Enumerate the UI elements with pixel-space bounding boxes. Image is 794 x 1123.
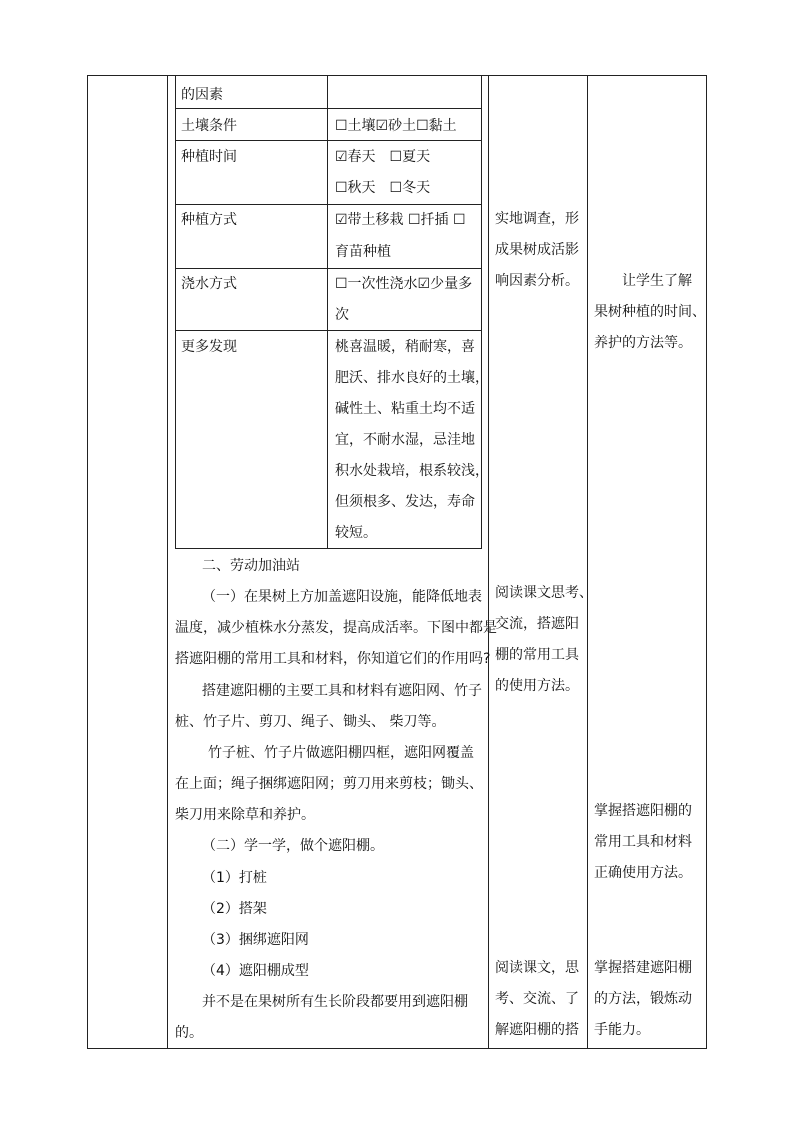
body-line: （一）在果树上方加盖遮阳设施，能降低地表 <box>202 589 482 605</box>
inner-table-row-line <box>175 204 482 205</box>
design-intent-line: 掌握搭建遮阳棚 <box>594 960 692 976</box>
inner-row-value: ☐土壤☑砂土☐黏土 <box>335 118 457 134</box>
inner-table-left-border <box>175 75 176 549</box>
body-line: 柴刀用来除草和养护。 <box>175 807 315 823</box>
design-intent-line: 手能力。 <box>594 1022 650 1038</box>
design-intent-line: 养护的方法等。 <box>594 335 692 351</box>
student-activity-line: 阅读课文思考、 <box>495 585 593 601</box>
inner-row-value: 较短。 <box>335 525 377 541</box>
inner-row-value: 育苗种植 <box>335 244 391 260</box>
inner-row-value: 但须根多、发达，寿命 <box>335 494 475 510</box>
body-line: 桩、竹子片、剪刀、绳子、锄头、 柴刀等。 <box>175 714 446 730</box>
inner-table-row-line <box>175 108 482 109</box>
outer-top-border <box>87 75 706 76</box>
step-item: （3）捆绑遮阳网 <box>202 932 309 948</box>
inner-table-row-line <box>175 268 482 269</box>
inner-row-value: 次 <box>335 307 349 323</box>
inner-row-value: 桃喜温暖，稍耐寒，喜 <box>335 339 475 355</box>
body-line: 在上面；绳子捆绑遮阳网；剪刀用来剪枝；锄头、 <box>175 776 483 792</box>
inner-row-label: 更多发现 <box>181 339 237 355</box>
student-activity-line: 的使用方法。 <box>495 678 579 694</box>
student-activity-line: 实地调查，形 <box>495 211 579 227</box>
design-intent-line: 果树种植的时间、 <box>594 304 706 320</box>
inner-row-value: 积水处栽培，根系较浅， <box>335 463 489 479</box>
inner-row-value: 碱性土、粘重土均不适 <box>335 401 475 417</box>
student-activity-line: 成果树成活影 <box>495 242 579 258</box>
section-heading: 二、劳动加油站 <box>202 558 300 574</box>
outer-left-border <box>87 75 88 1049</box>
inner-row-value: ☑带土移栽 ☐扦插 ☐ <box>335 212 466 228</box>
design-intent-line: 常用工具和材料 <box>594 834 692 850</box>
inner-table-row-line <box>175 140 482 141</box>
inner-row-label: 的因素 <box>181 87 223 103</box>
inner-row-label: 土壤条件 <box>181 118 237 134</box>
inner-row-value: ☑春天 ☐夏天 <box>335 149 431 165</box>
column-divider-3 <box>587 75 588 1049</box>
body-line: 搭建遮阳棚的主要工具和材料有遮阳网、竹子 <box>202 683 482 699</box>
inner-row-value: ☐一次性浇水☑少量多 <box>335 276 473 292</box>
inner-row-value: ☐秋天 ☐冬天 <box>335 180 431 196</box>
column-divider-1 <box>167 75 168 1049</box>
outer-bottom-border <box>87 1048 706 1049</box>
inner-row-value: 宜，不耐水湿，忌洼地 <box>335 432 475 448</box>
student-activity-line: 棚的常用工具 <box>495 647 579 663</box>
outer-right-border <box>706 75 707 1049</box>
inner-table-row-line <box>175 330 482 331</box>
step-item: （2）搭架 <box>202 901 267 917</box>
design-intent-line: 的方法，锻炼动 <box>594 991 692 1007</box>
body-line: 搭遮阳棚的常用工具和材料，你知道它们的作用吗? <box>175 651 491 667</box>
body-line: 竹子桩、竹子片做遮阳棚四框，遮阳网覆盖 <box>208 745 474 761</box>
body-line: 并不是在果树所有生长阶段都要用到遮阳棚 <box>202 994 468 1010</box>
column-divider-2 <box>488 75 489 1049</box>
inner-table-mid-border <box>327 75 328 549</box>
section-heading: （二）学一学，做个遮阳棚。 <box>202 838 384 854</box>
inner-row-label: 种植时间 <box>181 149 237 165</box>
step-item: （1）打桩 <box>202 870 267 886</box>
design-intent-line: 掌握搭遮阳棚的 <box>594 803 692 819</box>
design-intent-line: 正确使用方法。 <box>594 865 692 881</box>
inner-table-bottom-border <box>175 548 482 549</box>
inner-row-label: 浇水方式 <box>181 276 237 292</box>
step-item: （4）遮阳棚成型 <box>202 963 309 979</box>
student-activity-line: 考、交流、了 <box>495 991 579 1007</box>
student-activity-line: 响因素分析。 <box>495 273 579 289</box>
student-activity-line: 阅读课文，思 <box>495 960 579 976</box>
inner-row-value: 肥沃、排水良好的土壤， <box>335 370 489 386</box>
body-line: 温度，减少植株水分蒸发，提高成活率。下图中都是 <box>175 620 497 636</box>
student-activity-line: 解遮阳棚的搭 <box>495 1022 579 1038</box>
student-activity-line: 交流，搭遮阳 <box>495 616 579 632</box>
design-intent-line: 让学生了解 <box>622 273 692 289</box>
inner-row-label: 种植方式 <box>181 212 237 228</box>
body-line: 的。 <box>175 1025 203 1041</box>
